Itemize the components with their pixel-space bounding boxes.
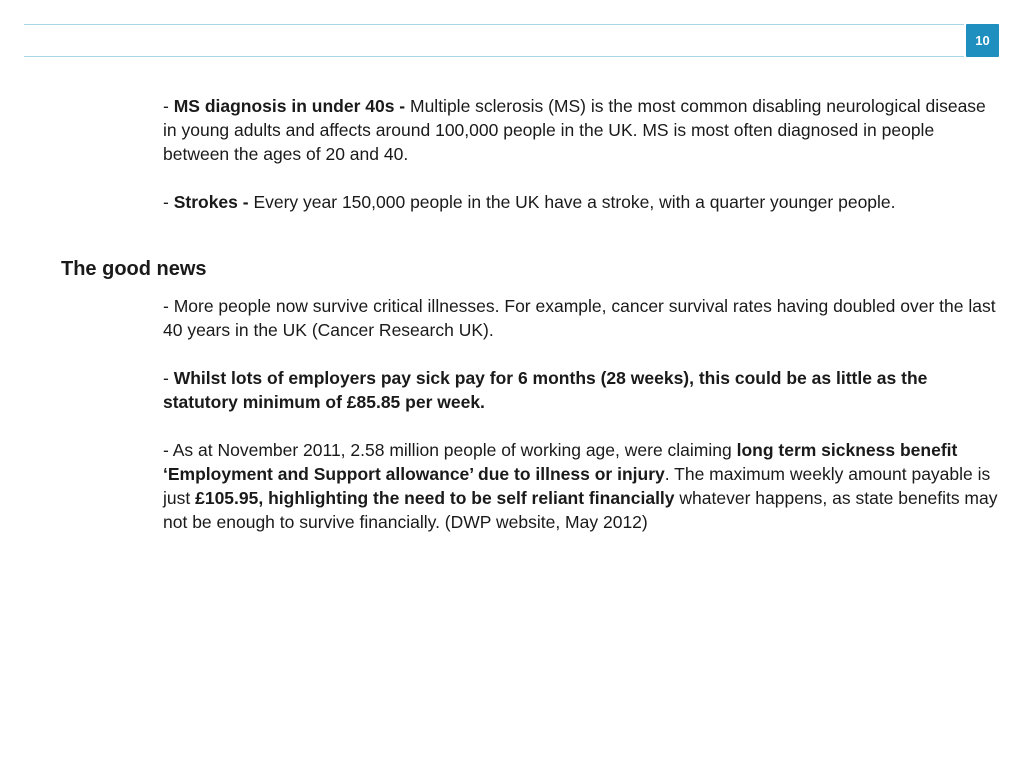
- bullet-ms-title: MS diagnosis in under 40s -: [173, 96, 410, 116]
- bullet-benefits-text-2: . The maximum weekly amount payable is just: [163, 464, 991, 508]
- bullet-benefits-bold-2: £105.95, highlighting the need to be self reliant financially: [195, 488, 675, 508]
- bullet-benefits-text-3: whatever happens, as state benefits may not be enough to survive financially. (DWP website, May 2012): [163, 488, 998, 532]
- bullet-dash: -: [163, 368, 174, 388]
- bullet-dash: -: [163, 192, 174, 212]
- bullet-benefits: [163, 438, 1003, 534]
- bullet-sick-pay-text: Whilst lots of employers pay sick pay for 6 months (28 weeks), this could be as little as the statutory minimum of £85.85 per week.: [163, 368, 928, 412]
- bullet-dash: -: [163, 96, 174, 116]
- bullet-strokes-text: Every year 150,000 people in the UK have a stroke, with a quarter younger people.: [253, 192, 896, 212]
- bullet-benefits-text-1: - As at November 2011, 2.58 million people of working age, were claiming: [163, 440, 737, 460]
- bullet-ms-diagnosis: [163, 94, 1003, 166]
- top-divider: [24, 24, 964, 25]
- bullet-benefits-bold-1: long term sickness benefit ‘Employment and Support allowance’ due to illness or injury: [163, 440, 958, 484]
- bullet-ms-text: Multiple sclerosis (MS) is the most common disabling neurological disease in young adults and affects around 100,000 people in the UK. MS is most often diagnosed in people between the ages of 20 and 40.: [163, 96, 986, 164]
- section-heading: The good news: [61, 258, 207, 280]
- bullet-strokes: [163, 190, 1003, 214]
- header-divider: [24, 56, 964, 57]
- bullet-survival: - More people now survive critical illnesses. For example, cancer survival rates having doubled over the last 40 years in the UK (Cancer Research UK).: [163, 296, 996, 340]
- bullet-strokes-title: Strokes -: [173, 192, 254, 212]
- bullet-sick-pay: [163, 366, 1003, 414]
- page-number-badge: 10: [966, 24, 999, 57]
